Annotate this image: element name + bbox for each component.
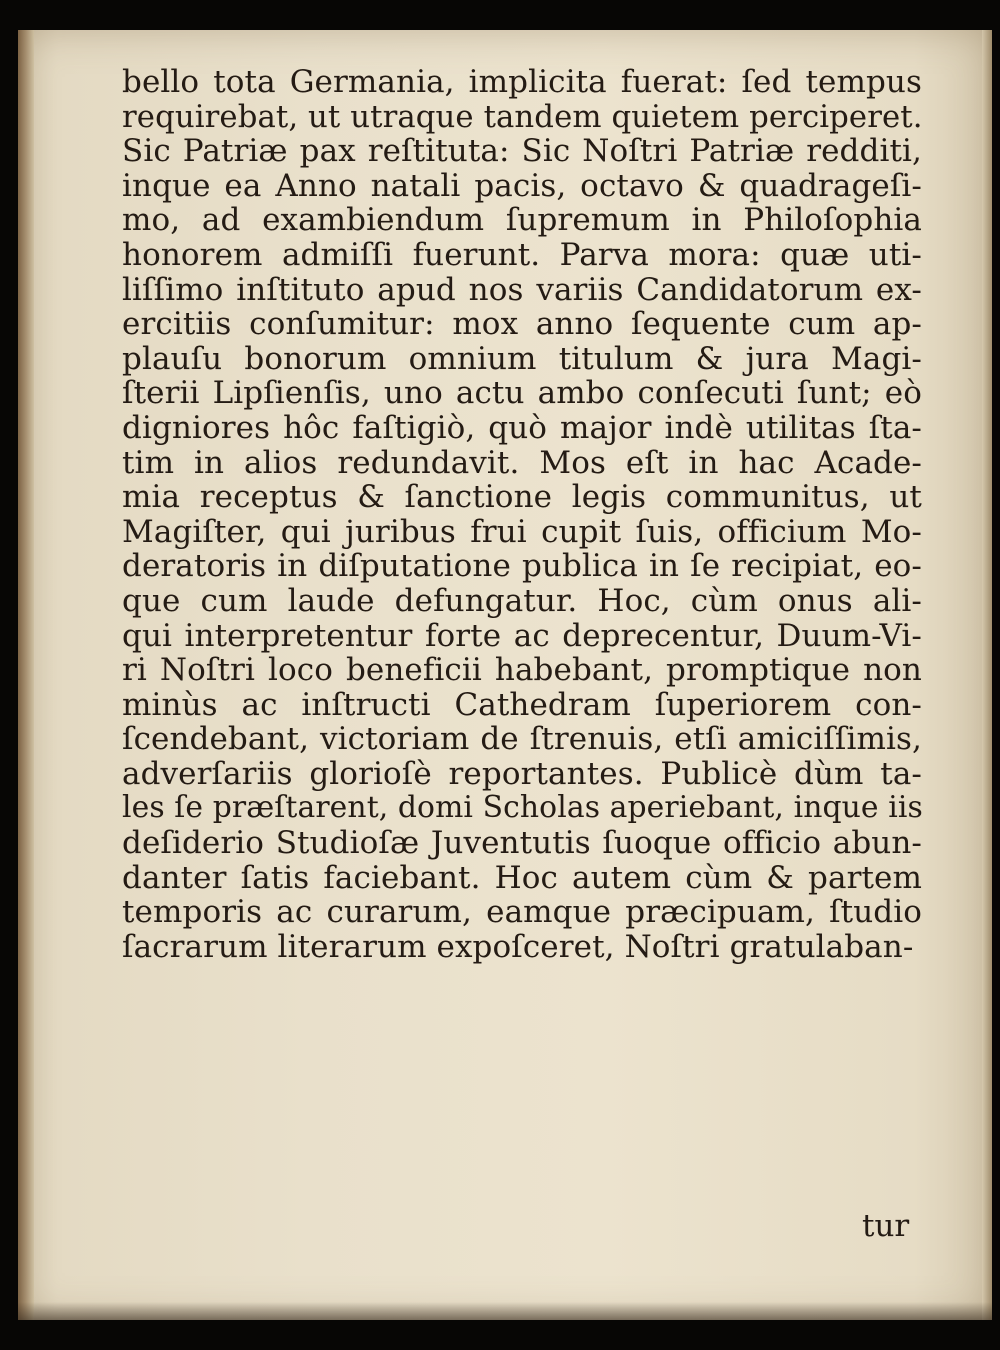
text-line: danter ſatis faciebant. Hoc autem cùm & partem	[122, 859, 922, 896]
text-line: deſiderio Studioſæ Juventutis ſuoque officio abun-	[122, 825, 922, 862]
text-line: que cum laude defungatur. Hoc, cùm onus ali-	[122, 582, 922, 619]
text-line: adverſariis glorioſè reportantes. Publicè dùm ta-	[122, 755, 922, 792]
text-line: ſterii Lipſienſis, uno actu ambo conſecuti ſunt; eò	[122, 375, 922, 412]
text-line: honorem admiſſi fuerunt. Parva mora: quæ uti-	[122, 236, 922, 273]
catchword: tur	[862, 1208, 910, 1244]
text-line: deratoris in diſputatione publica in ſe recipiat, eo-	[122, 548, 922, 585]
page-bottom-shadow	[18, 1302, 992, 1320]
text-line: plauſu bonorum omnium titulum & jura Magi-	[122, 340, 922, 377]
text-line: ercitiis conſumitur: mox anno ſequente cum ap-	[122, 306, 922, 343]
text-line: Magiſter, qui juribus frui cupit ſuis, officium Mo-	[122, 513, 922, 550]
body-text	[122, 65, 922, 964]
text-line: ri Noſtri loco beneficii habebant, promptique non	[122, 652, 922, 689]
page-gutter-shadow	[18, 30, 34, 1320]
text-line: tim in alios redundavit. Mos eſt in hac Acade-	[122, 444, 922, 481]
text-line: requirebat, ut utraque tandem quietem perciperet.	[122, 98, 923, 135]
text-line: les ſe præſtarent, domi Scholas aperiebant, inque iis	[122, 790, 923, 826]
text-line: ſcendebant, victoriam de ſtrenuis, etſi amiciſſimis,	[122, 721, 922, 758]
text-line: digniores hôc faſtigiò, quò major indè utilitas ſta-	[122, 409, 922, 446]
text-line: mia receptus & ſanctione legis communitus, ut	[122, 479, 922, 516]
text-line: mo, ad exambiendum ſupremum in Philoſophia	[122, 202, 922, 239]
text-line: qui interpretentur forte ac deprecentur, Duum-Vi-	[122, 617, 922, 654]
text-line: temporis ac curarum, eamque præcipuam, ſtudio	[122, 894, 922, 931]
text-line: liſſimo inſtituto apud nos variis Candidatorum ex-	[122, 271, 922, 308]
text-line: inque ea Anno natali pacis, octavo & quadrageſi-	[122, 167, 922, 204]
page-edge-shadow	[982, 30, 992, 1320]
text-line: ſacrarum literarum expoſceret, Noſtri gratulaban-	[122, 928, 914, 965]
text-line: minùs ac inſtructi Cathedram ſuperiorem con-	[122, 686, 922, 723]
text-line: Sic Patriæ pax reſtituta: Sic Noſtri Patriæ redditi,	[122, 133, 922, 170]
text-line: bello tota Germania, implicita fuerat: ſed tempus	[122, 64, 922, 100]
